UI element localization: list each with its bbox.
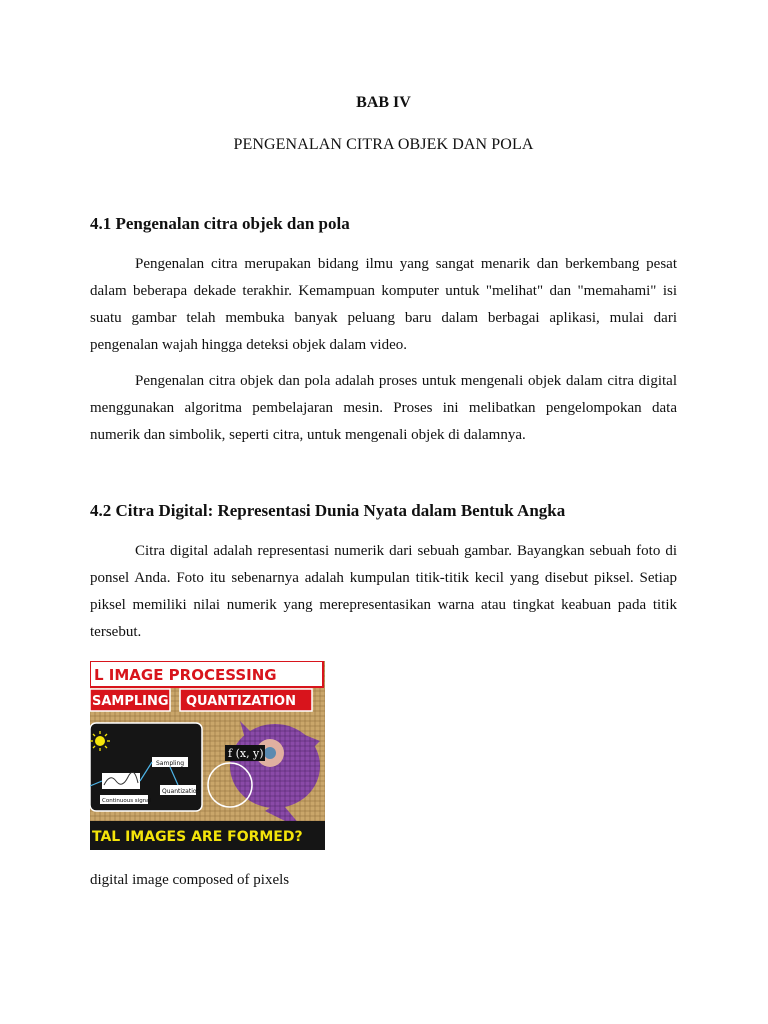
figure-caption: digital image composed of pixels xyxy=(90,872,290,888)
formula-label: f (x, y) xyxy=(228,747,264,760)
sampling-label: SAMPLING xyxy=(92,694,169,709)
sun-icon xyxy=(90,731,110,751)
section-heading-4-1: 4.1 Pengenalan citra objek dan pola xyxy=(90,214,350,233)
section-heading-4-2: 4.2 Citra Digital: Representasi Dunia Nyata dalam Bentuk Angka xyxy=(90,501,566,520)
banner-bottom-text: TAL IMAGES ARE FORMED? xyxy=(92,829,303,845)
chapter-number: BAB IV xyxy=(356,94,411,111)
paragraph: Pengenalan citra objek dan pola adalah proses untuk mengenali objek dalam citra digital menggunakan algoritma pembelajaran mesin. Proses ini melibatkan pengelompokan data numerik dan simbolik, seperti citra, untuk mengenali objek di dalamnya. xyxy=(90,373,677,443)
digital-image-figure xyxy=(90,661,325,850)
paragraph: Citra digital adalah representasi numerik dari sebuah gambar. Bayangkan sebuah foto di ponsel Anda. Foto itu sebenarnya adalah kumpulan titik-titik kecil yang disebut piksel. Setiap piksel memiliki nilai numerik yang merepresentasikan warna atau tingkat keabuan pada titik tersebut. xyxy=(90,543,677,640)
diagram-sampling-text: Sampling xyxy=(156,760,185,767)
diagram-continuous-text: Continuous signal xyxy=(102,798,152,804)
quantization-label: QUANTIZATION xyxy=(186,694,296,709)
banner-top-text: L IMAGE PROCESSING xyxy=(94,666,277,684)
paragraph: Pengenalan citra merupakan bidang ilmu yang sangat menarik dan berkembang pesat dalam beberapa dekade terakhir. Kemampuan komputer untuk "melihat" dan "memahami" isi suatu gambar telah membuka banyak peluang baru dalam berbagai aplikasi, mulai dari pengenalan wajah hingga deteksi objek dalam video. xyxy=(90,256,677,353)
diagram-quantization-text: Quantization xyxy=(162,788,201,795)
chapter-title: PENGENALAN CITRA OBJEK DAN POLA xyxy=(233,136,534,153)
